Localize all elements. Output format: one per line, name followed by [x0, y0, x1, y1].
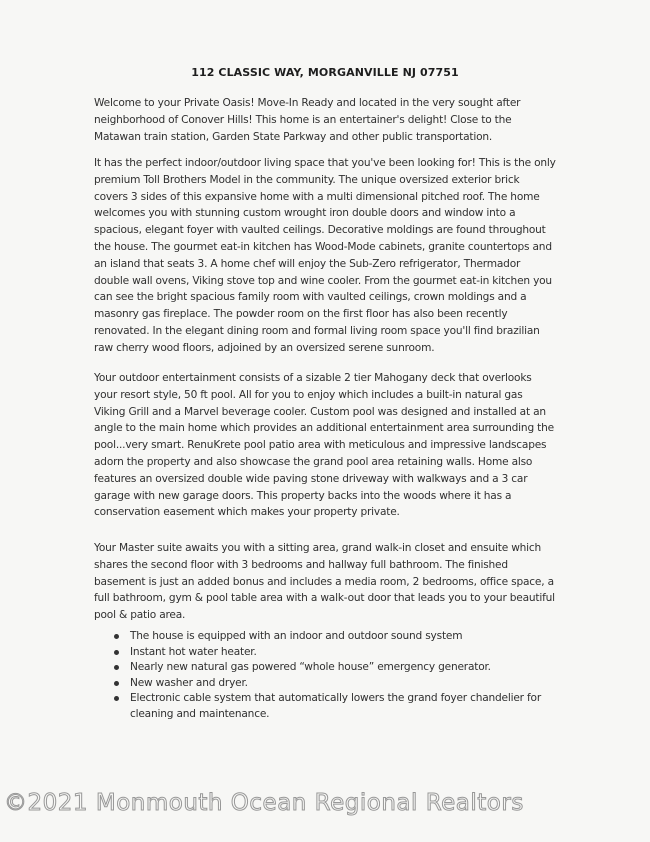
list-item — [94, 629, 556, 645]
list-item — [94, 660, 556, 676]
interior-paragraph: It has the perfect indoor/outdoor living space that you've been looking for! This is the only premium Toll Brothers Model in the community. The unique oversized exterior brick covers 3 sides of this expansive home with a multi dimensional pitched roof. The home welcomes you with stunning custom wrought iron double doors and window into a spacious, elegant foyer with vaulted ceilings. Decorative moldings are found throughout the house. The gourmet eat-in kitchen has Wood-Mode cabinets, granite countertops and an island that seats 3. A home chef will enjoy the Sub-Zero refrigerator, Thermador double wall ovens, Viking stove top and wine cooler. From the gourmet eat-in kitchen you can see the bright spacious family room with vaulted ceilings, crown moldings and a masonry gas fireplace. The powder room on the first floor has also been recently renovated. In the elegant dining room and formal living room space you'll find brazilian raw cherry wood floors, adjoined by an oversized serene sunroom. — [94, 157, 556, 354]
list-item-text: New washer and dryer. — [130, 676, 248, 689]
bullet-icon — [114, 696, 119, 701]
list-item-text: The house is equipped with an indoor and outdoor sound system — [130, 630, 463, 642]
intro-paragraph: Welcome to your Private Oasis! Move-In Ready and located in the very sought after neighborhood of Conover Hills! This home is an entertainer's delight! Close to the Matawan train station, Garden State Parkway and other public transportation. — [94, 97, 521, 143]
property-address-title: 112 CLASSIC WAY, MORGANVILLE NJ 07751 — [191, 66, 459, 79]
master-suite-paragraph: Your Master suite awaits you with a sitting area, grand walk-in closet and ensuite which shares the second floor with 3 bedrooms and hallway full bathroom. The finished basement is just an added bonus and includes a media room, 2 bedrooms, office space, a full bathroom, gym & pool table area with a walk-out door that leads you to your beautiful pool & patio area. — [94, 542, 555, 622]
bullet-icon — [114, 634, 119, 639]
outdoor-paragraph: Your outdoor entertainment consists of a sizable 2 tier Mahogany deck that overlooks your resort style, 50 ft pool. All for you to enjoy which includes a built-in natural gas Viking Grill and a Marvel beverage cooler. Custom pool was designed and installed at an angle to the main home which provides an additional entertainment area surrounding the pool...very smart. RenuKrete pool patio area with meticulous and impressive landscapes adorn the property and also showcase the grand pool area retaining walls. Home also features an oversized double wide paving stone driveway with walkways and a 3 car garage with new garage doors. This property backs into the woods where it has a conservation easement which makes your property private. — [94, 372, 554, 519]
bullet-icon — [114, 681, 119, 686]
list-item-text: Electronic cable system that automatically lowers the grand foyer chandelier for cleaning and maintenance. — [130, 692, 541, 720]
list-item-text: Instant hot water heater. — [130, 645, 257, 658]
bullet-icon — [114, 665, 119, 670]
copyright-watermark: ©2021 Monmouth Ocean Regional Realtors — [4, 790, 524, 816]
list-item — [94, 676, 556, 692]
list-item — [94, 691, 556, 722]
bullet-icon — [114, 650, 119, 655]
list-item-text: Nearly new natural gas powered “whole house” emergency generator. — [130, 661, 491, 674]
list-item — [94, 645, 556, 661]
features-list — [94, 629, 556, 723]
